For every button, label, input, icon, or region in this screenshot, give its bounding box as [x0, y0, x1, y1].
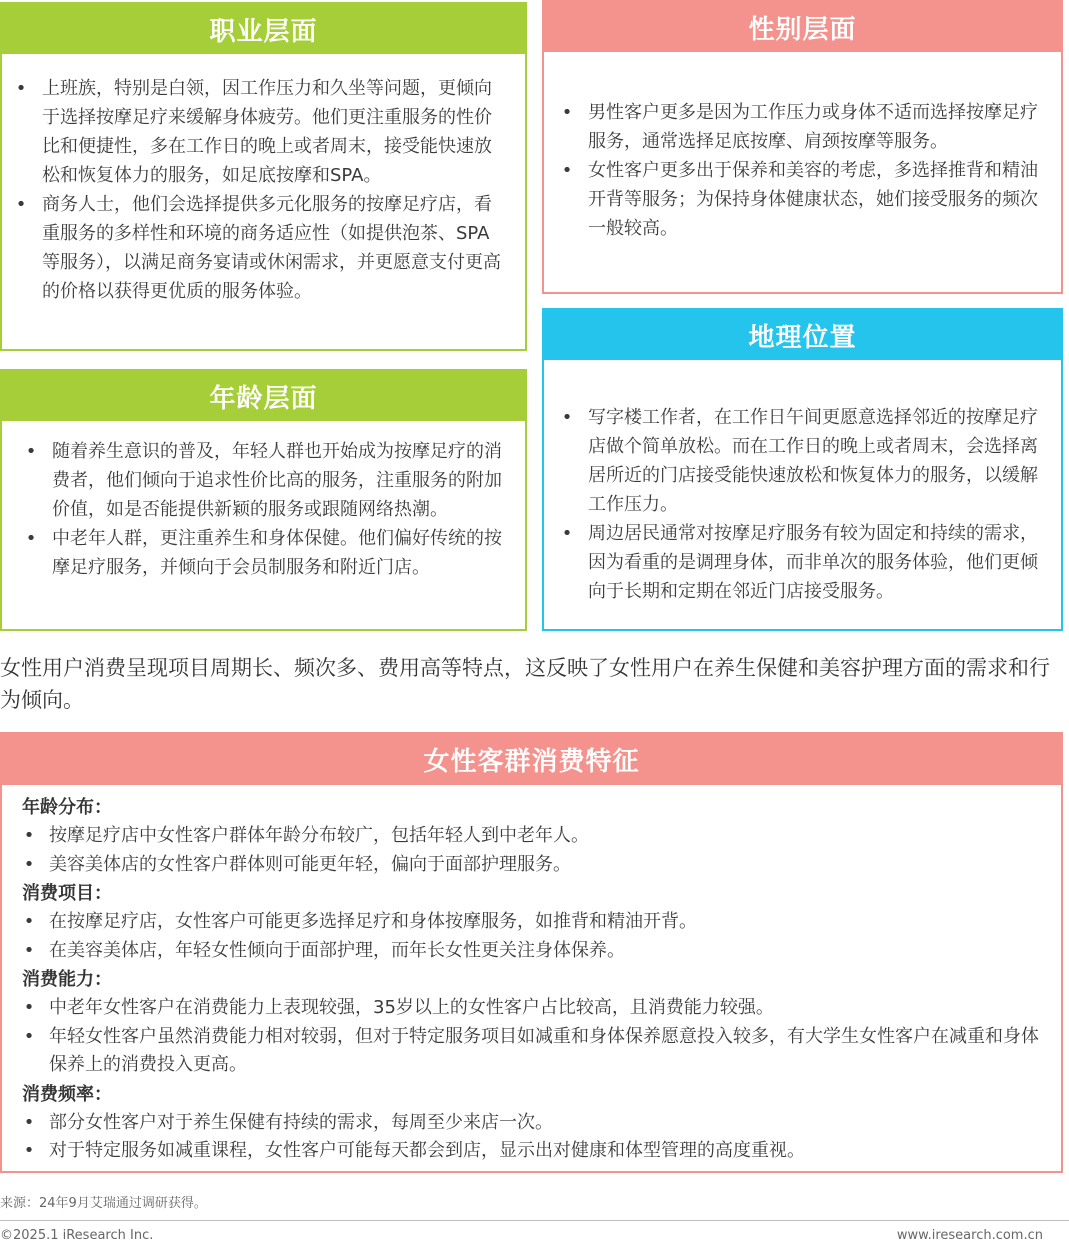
bullet-icon: •	[25, 441, 37, 462]
bullet-icon: •	[561, 160, 573, 181]
list-item	[22, 1137, 1041, 1166]
bullet-icon: •	[561, 407, 573, 428]
geo-title: 地理位置	[544, 310, 1061, 360]
list-item	[560, 403, 1049, 519]
list-item	[24, 524, 511, 582]
occupation-item-text: 上班族，特别是白领，因工作压力和久坐等问题，更倾向于选择按摩足疗来缓解身体疲劳。他们更注重服务的性价比和便捷性，多在工作日的晚上或者周末，接受能快速放松和恢复体力的服务，如足底按摩和SPA。	[42, 78, 492, 186]
age-title: 年龄层面	[2, 371, 525, 421]
female-title: 女性客群消费特征	[2, 734, 1061, 785]
list-item	[560, 98, 1049, 156]
section-item-text: 在美容美体店，年轻女性倾向于面部护理，而年长女性更关注身体保养。	[49, 939, 625, 961]
section-item-text: 美容美体店的女性客户群体则可能更年轻，偏向于面部护理服务。	[49, 853, 571, 875]
bullet-icon: •	[15, 194, 27, 215]
list-item	[22, 908, 1041, 937]
section-item-text: 在按摩足疗店，女性客户可能更多选择足疗和身体按摩服务，如推背和精油开背。	[49, 911, 697, 932]
geo-item-text: 写字楼工作者，在工作日午间更愿意选择邻近的按摩足疗店做个简单放松。而在工作日的晚上或者周末，会选择离居所近的门店接受能快速放松和恢复体力的服务，以缓解工作压力。	[588, 407, 1038, 515]
section-list	[22, 1109, 1041, 1166]
bullet-icon: •	[23, 1111, 35, 1133]
geo-list	[544, 360, 1061, 606]
section-heading: 年龄分布：	[22, 797, 112, 818]
section-heading: 消费频率：	[22, 1083, 112, 1105]
female-content	[2, 785, 1061, 1166]
list-item	[560, 519, 1049, 606]
list-item	[14, 190, 503, 306]
occupation-card	[0, 2, 527, 351]
list-item	[22, 1109, 1041, 1138]
section-list	[22, 994, 1041, 1080]
summary-text: 女性用户消费呈现项目周期长、频次多、费用高等特点，这反映了女性用户在养生保健和美容护理方面的需求和行为倾向。	[0, 656, 1050, 712]
gender-title: 性别层面	[544, 2, 1061, 52]
age-list	[2, 421, 525, 582]
section-heading: 消费项目：	[22, 883, 112, 904]
bullet-icon: •	[561, 523, 573, 544]
section-item-text: 按摩足疗店中女性客户群体年龄分布较广，包括年轻人到中老年人。	[49, 825, 589, 846]
gender-item-text: 女性客户更多出于保养和美容的考虑，多选择推背和精油开背等服务；为保持身体健康状态，她们接受服务的频次一般较高。	[588, 160, 1038, 239]
list-item	[22, 994, 1041, 1023]
bullet-icon: •	[23, 911, 35, 932]
list-item	[24, 437, 511, 524]
gender-list	[544, 52, 1061, 243]
list-item	[22, 937, 1041, 966]
gender-item-text: 男性客户更多是因为工作压力或身体不适而选择按摩足疗服务，通常选择足底按摩、肩颈按摩等服务。	[588, 102, 1038, 152]
bullet-icon: •	[23, 853, 35, 875]
list-item	[560, 156, 1049, 243]
bullet-icon: •	[23, 1025, 35, 1047]
footer-divider	[0, 1220, 1069, 1221]
bullet-icon: •	[25, 528, 37, 549]
website-url: www.iresearch.com.cn	[896, 1228, 1043, 1243]
bullet-icon: •	[15, 78, 27, 99]
list-item	[22, 851, 1041, 880]
bullet-icon: •	[23, 1140, 35, 1161]
section-heading: 消费能力：	[22, 969, 112, 990]
section-list	[22, 822, 1041, 879]
section-item-text: 对于特定服务如减重课程，女性客户可能每天都会到店，显示出对健康和体型管理的高度重视。	[49, 1140, 805, 1161]
geo-card	[542, 308, 1063, 631]
gender-card	[542, 0, 1063, 294]
section-item-text: 部分女性客户对于养生保健有持续的需求，每周至少来店一次。	[49, 1111, 553, 1133]
bullet-icon: •	[23, 939, 35, 961]
age-item-text: 中老年人群，更注重养生和身体保健。他们偏好传统的按摩足疗服务，并倾向于会员制服务和附近门店。	[52, 528, 502, 578]
geo-item-text: 周边居民通常对按摩足疗服务有较为固定和持续的需求，因为看重的是调理身体，而非单次的服务体验，他们更倾向于长期和定期在邻近门店接受服务。	[588, 523, 1038, 602]
list-item	[14, 74, 503, 190]
section-item-text: 年轻女性客户虽然消费能力相对较弱，但对于特定服务项目如减重和身体保养愿意投入较多，有大学生女性客户在减重和身体保养上的消费投入更高。	[49, 1025, 1039, 1075]
source-note: 来源：24年9月艾瑞通过调研获得。	[0, 1196, 207, 1211]
female-card	[0, 732, 1063, 1173]
copyright: ©2025.1 iResearch Inc.	[0, 1228, 154, 1243]
age-item-text: 随着养生意识的普及，年轻人群也开始成为按摩足疗的消费者，他们倾向于追求性价比高的服务，注重服务的附加价值，如是否能提供新颖的服务或跟随网络热潮。	[52, 441, 502, 520]
occupation-list	[2, 54, 525, 306]
bullet-icon: •	[561, 102, 573, 123]
section-list	[22, 908, 1041, 965]
bullet-icon: •	[23, 997, 35, 1018]
list-item	[22, 822, 1041, 851]
bullet-icon: •	[23, 825, 35, 846]
occupation-title: 职业层面	[2, 4, 525, 54]
section-item-text: 中老年女性客户在消费能力上表现较强，35岁以上的女性客户占比较高，且消费能力较强。	[49, 997, 774, 1018]
occupation-item-text: 商务人士，他们会选择提供多元化服务的按摩足疗店，看重服务的多样性和环境的商务适应性（如提供泡茶、SPA等服务），以满足商务宴请或休闲需求，并更愿意支付更高的价格以获得更优质的服务体验。	[42, 194, 501, 302]
age-card	[0, 369, 527, 631]
list-item	[22, 1023, 1041, 1080]
